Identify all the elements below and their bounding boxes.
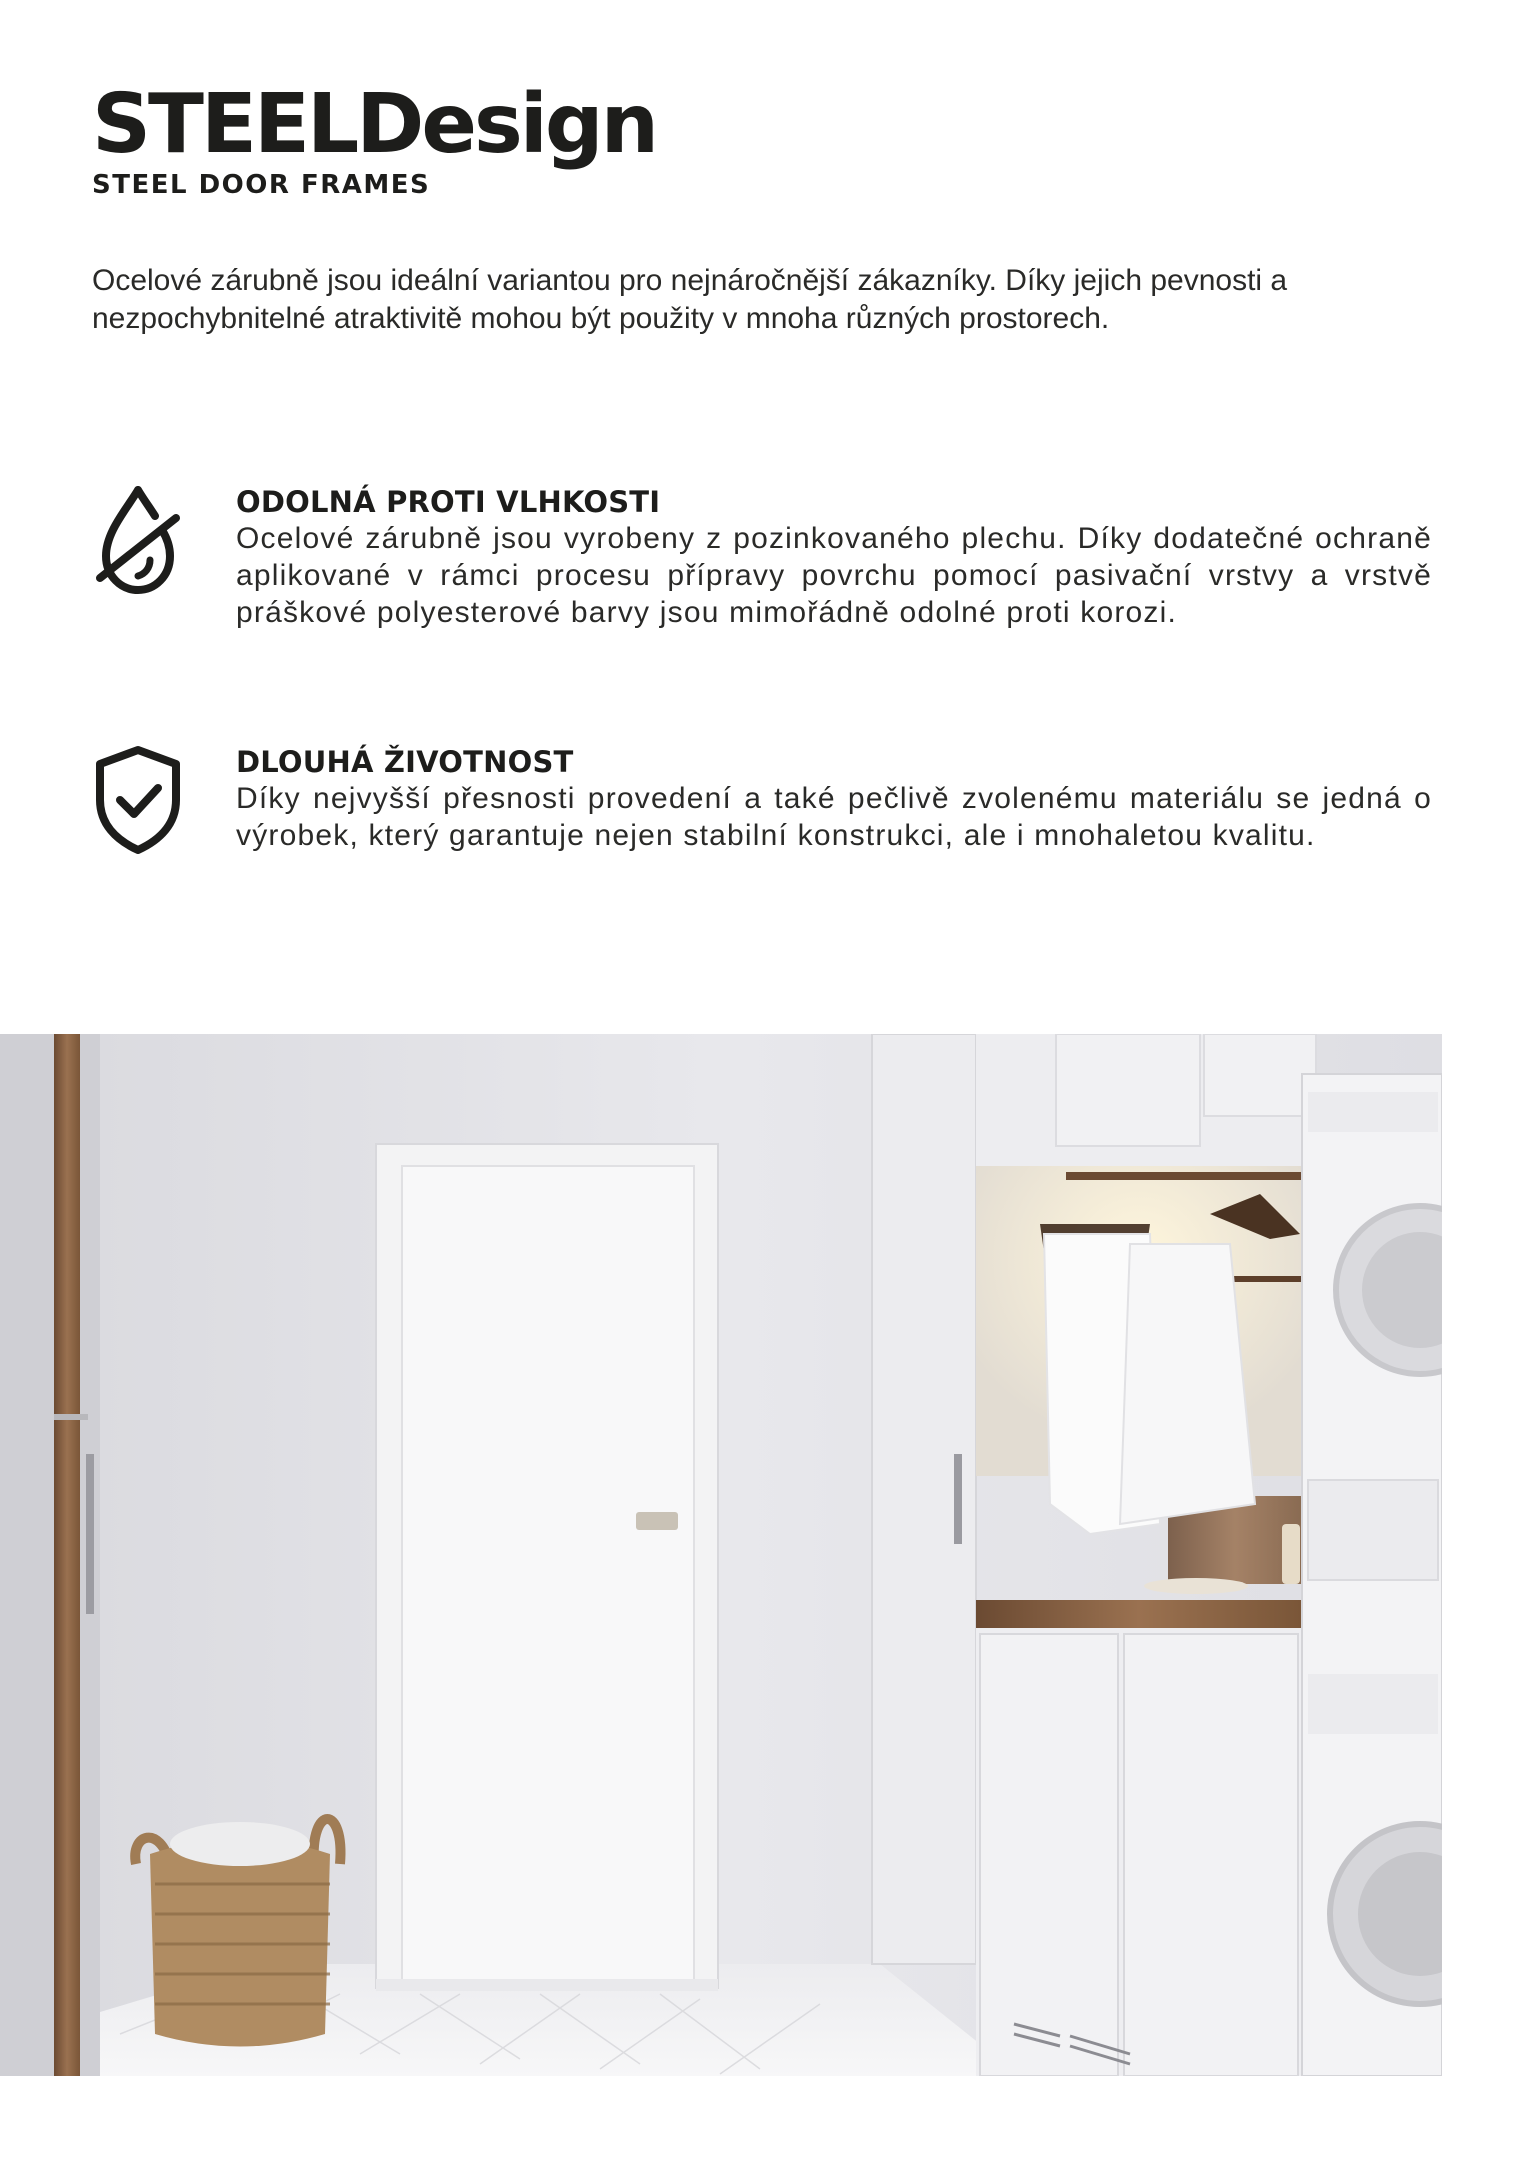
feature-title: DLOUHÁ ŽIVOTNOST <box>236 745 574 779</box>
brand-logo-title: STEELDesign <box>92 77 656 172</box>
intro-paragraph: Ocelové zárubně jsou ideální variantou pro nejnáročnější zákazníky. Díky jejich pevnosti a nezpochybnitelné atraktivitě mohou být použity v mnoha různých prostorech. <box>92 264 1288 335</box>
shield-check-icon <box>92 744 184 854</box>
feature-text: Díky nejvyšší přesnosti provedení a také pečlivě zvolenému materiálu se jedná o výrobek, který garantuje nejen stabilní konstrukci, ale i mnohaletou kvalitu. <box>236 782 1432 852</box>
brand-header <box>92 77 656 200</box>
laundry-room-photo <box>0 1034 1442 2076</box>
feature-text: Ocelové zárubně jsou vyrobeny z pozinkovaného plechu. Díky dodatečné ochraně aplikované v rámci procesu přípravy povrchu pomocí pasivační vrstvy a vrstvě práškové polyesterové barvy jsou mimořádně odolné proti korozi. <box>236 522 1432 629</box>
water-drop-crossed-icon <box>92 484 184 594</box>
feature-title: ODOLNÁ PROTI VLHKOSTI <box>236 485 661 519</box>
brand-subtitle: STEEL DOOR FRAMES <box>92 170 431 200</box>
